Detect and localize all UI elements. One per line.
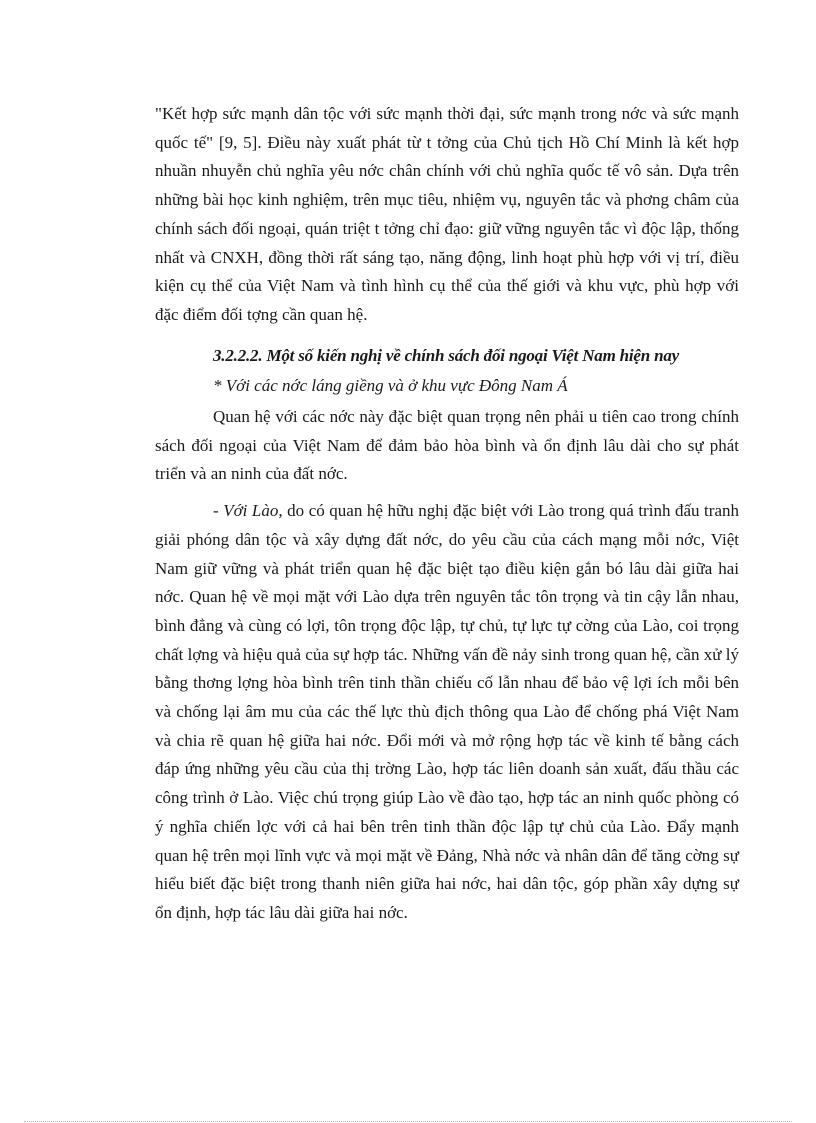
page-bottom-divider xyxy=(24,1121,792,1122)
document-page xyxy=(155,100,739,928)
body-paragraph-neighbors: Quan hệ với các nớc này đặc biệt quan trọng nên phải u tiên cao trong chính sách đối ngoại của Việt Nam để đảm bảo hòa bình và ổn định lâu dài cho sự phát triển và an ninh của đất nớc. xyxy=(155,407,739,484)
list-dash: - xyxy=(213,501,224,521)
section-heading: 3.2.2.2. Một số kiến nghị về chính sách đối ngoại Việt Nam hiện nay xyxy=(213,345,679,365)
body-paragraph-intro: "Kết hợp sức mạnh dân tộc với sức mạnh thời đại, sức mạnh trong nớc và sức mạnh quốc tế" [9, 5]. Điều này xuất phát từ t tởng của Chủ tịch Hồ Chí Minh là kết hợp nhuần nhuyễn chủ nghĩa yêu nớc chân chính với chủ nghĩa quốc tế vô sản. Dựa trên những bài học kinh nghiệm, trên mục tiêu, nhiệm vụ, nguyên tắc và phơng châm của chính sách đối ngoại, quán triệt t tởng chỉ đạo: giữ vững nguyên tắc vì độc lập, thống nhất và CNXH, đồng thời rất sáng tạo, năng động, linh hoạt phù hợp với vị trí, điều kiện cụ thể của Việt Nam và tình hình cụ thể của thế giới và khu vực, phù hợp với đặc điểm đối tợng cần quan hệ. xyxy=(155,104,739,324)
body-paragraph-laos xyxy=(155,497,739,928)
laos-lead-phrase: Với Lào, xyxy=(223,501,283,521)
laos-paragraph-body: do có quan hệ hữu nghị đặc biệt với Lào trong quá trình đấu tranh giải phóng dân tộc và xây dựng đất nớc, do yêu cầu của cách mạng mỗi nớc, Việt Nam giữ vững và phát triển quan hệ đặc biệt tạo điều kiện gắn bó lâu dài giữa hai nớc. Quan hệ về mọi mặt với Lào dựa trên nguyên tắc tôn trọng và tin cậy lẫn nhau, bình đẳng và cùng có lợi, tôn trọng độc lập, tự chủ, tự lực tự cờng của Lào, coi trọng chất lợng và hiệu quả của sự hợp tác. Những vấn đề nảy sinh trong quan hệ, cần xử lý bằng thơng lợng hòa bình trên tinh thần chiếu cố lẫn nhau để bảo vệ lợi ích mỗi bên và chống lại âm mu của các thế lực thù địch thông qua Lào để chống phá Việt Nam và chia rẽ quan hệ giữa hai nớc. Đổi mới và mở rộng hợp tác về kinh tế bằng cách đáp ứng những yêu cầu của thị trờng Lào, hợp tác liên doanh sản xuất, đấu thầu các công trình ở Lào. Việc chú trọng giúp Lào về đào tạo, hợp tác an ninh quốc phòng có ý nghĩa chiến lợc với cả hai bên trên tinh thần độc lập tự chủ của Lào. Đẩy mạnh quan hệ trên mọi lĩnh vực và mọi mặt về Đảng, Nhà nớc và nhân dân để tăng cờng sự hiểu biết đặc biệt trong thanh niên giữa hai nớc, hai dân tộc, góp phần xây dựng sự ổn định, hợp tác lâu dài giữa hai nớc. xyxy=(155,501,739,922)
subsection-heading: * Với các nớc láng giềng và ở khu vực Đông Nam Á xyxy=(213,376,568,396)
